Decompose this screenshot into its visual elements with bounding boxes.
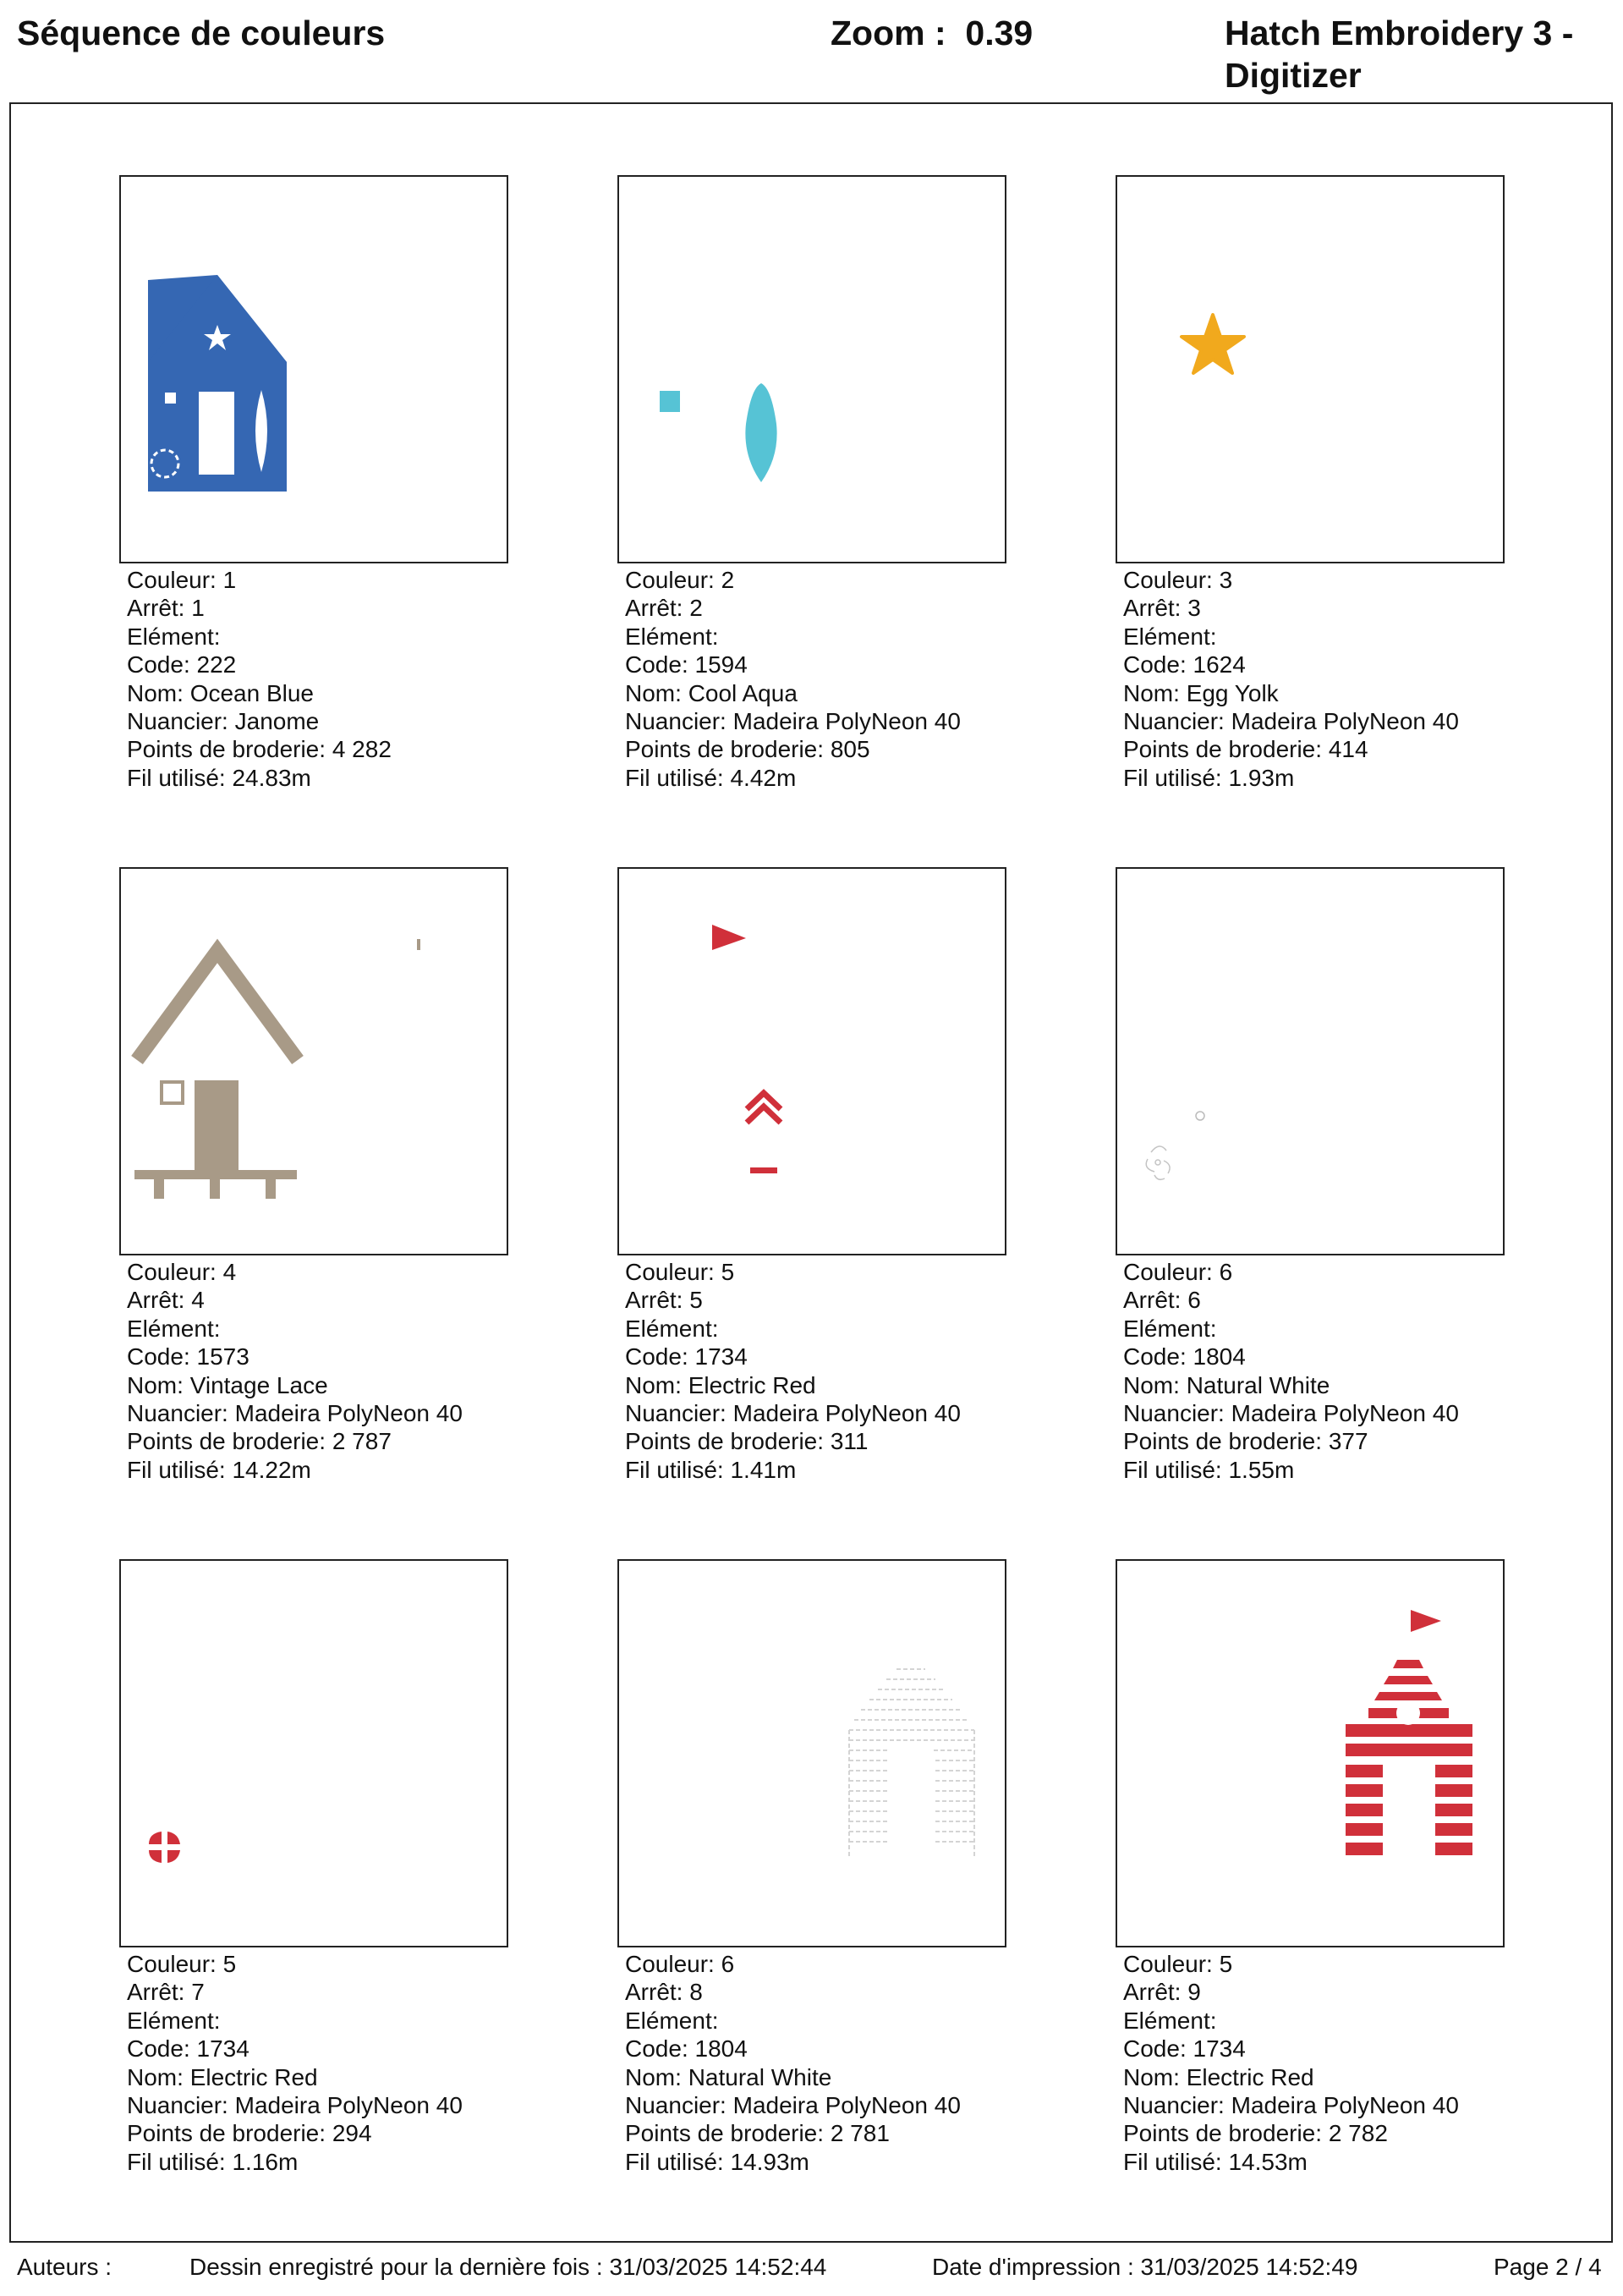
page-title: Séquence de couleurs [17, 14, 386, 52]
nuancier-value: Janome [234, 708, 320, 735]
color-details: Couleur: 2 Arrêt: 2 Elément: Code: 1594 Nom: Cool Aqua Nuancier: Madeira PolyNeon 40 Points de broderie: 805 Fil utilisé: 4.42m [625, 567, 961, 791]
points-value: 4 282 [332, 736, 392, 763]
color-block-5 [617, 867, 1006, 1484]
arret-value: 7 [191, 1979, 205, 2006]
white-striped-hut-preview [619, 1561, 1005, 1946]
last-saved-date: Dessin enregistré pour la dernière fois : 31/03/2025 14:52:44 [189, 2254, 827, 2280]
couleur-value: 4 [222, 1259, 237, 1285]
nuancier-value: Madeira PolyNeon 40 [732, 708, 961, 735]
points-value: 2 787 [332, 1428, 392, 1455]
aqua-surfboard-preview [619, 177, 1005, 562]
design-preview [119, 867, 508, 1255]
arret-value: 5 [689, 1287, 703, 1314]
points-value: 377 [1328, 1428, 1368, 1455]
nom-value: Vintage Lace [189, 1371, 328, 1398]
color-block-3 [1116, 175, 1505, 792]
points-value: 2 781 [830, 2120, 890, 2147]
nom-value: Ocean Blue [189, 679, 315, 706]
couleur-value: 6 [1219, 1259, 1233, 1285]
fil-value: 1.55m [1228, 1456, 1295, 1483]
arret-value: 1 [191, 595, 205, 622]
page-footer [0, 2250, 1623, 2284]
color-details: Couleur: 4 Arrêt: 4 Elément: Code: 1573 Nom: Vintage Lace Nuancier: Madeira PolyNeon 40 Points de broderie: 2 787 Fil utilisé: 14.22m [127, 1259, 463, 1483]
arret-value: 6 [1187, 1287, 1201, 1314]
red-flag-arrows-preview [619, 869, 1005, 1254]
points-value: 311 [830, 1428, 869, 1455]
color-details: Couleur: 3 Arrêt: 3 Elément: Code: 1624 Nom: Egg Yolk Nuancier: Madeira PolyNeon 40 Points de broderie: 414 Fil utilisé: 1.93m [1123, 567, 1459, 791]
design-preview [1116, 1559, 1505, 1947]
color-block-4 [119, 867, 508, 1484]
fil-value: 14.93m [730, 2148, 809, 2175]
color-details: Couleur: 6 Arrêt: 8 Elément: Code: 1804 Nom: Natural White Nuancier: Madeira PolyNeon 40 Points de broderie: 2 781 Fil utilisé: 14.93m [625, 1951, 961, 2175]
points-value: 805 [830, 736, 870, 763]
lace-hut-outline-preview [121, 869, 507, 1254]
nom-value: Electric Red [189, 2063, 318, 2090]
design-preview [119, 175, 508, 563]
nuancier-value: Madeira PolyNeon 40 [1231, 708, 1459, 735]
code-value: 1624 [1193, 651, 1246, 678]
blue-beach-hut-preview [121, 177, 507, 562]
arret-value: 9 [1187, 1979, 1201, 2006]
nuancier-value: Madeira PolyNeon 40 [1231, 2092, 1459, 2119]
color-block-6 [1116, 867, 1505, 1484]
fil-value: 14.53m [1228, 2148, 1308, 2175]
design-preview [1116, 175, 1505, 563]
couleur-value: 1 [222, 567, 237, 593]
authors-label: Auteurs : [17, 2254, 112, 2280]
color-block-8 [617, 1559, 1006, 2176]
code-value: 1804 [1193, 1343, 1246, 1370]
couleur-value: 2 [721, 567, 735, 593]
couleur-value: 5 [721, 1259, 735, 1285]
arret-value: 4 [191, 1287, 205, 1314]
points-value: 414 [1328, 736, 1368, 763]
color-details: Couleur: 1 Arrêt: 1 Elément: Code: 222 Nom: Ocean Blue Nuancier: Janome Points de broderie: 4 282 Fil utilisé: 24.83m [127, 567, 392, 791]
white-details-preview [1117, 869, 1503, 1254]
fil-value: 14.22m [232, 1456, 311, 1483]
nuancier-value: Madeira PolyNeon 40 [732, 1400, 961, 1427]
fil-value: 24.83m [232, 764, 311, 791]
code-value: 1573 [196, 1343, 249, 1370]
nom-value: Cool Aqua [688, 679, 798, 706]
zoom-level: Zoom : 0.39 [831, 14, 1034, 52]
code-value: 1594 [694, 651, 748, 678]
color-sequence-frame [9, 102, 1613, 2243]
nuancier-value: Madeira PolyNeon 40 [234, 1400, 463, 1427]
nom-value: Electric Red [688, 1371, 816, 1398]
nuancier-value: Madeira PolyNeon 40 [1231, 1400, 1459, 1427]
couleur-value: 3 [1219, 567, 1233, 593]
code-value: 1804 [694, 2035, 748, 2063]
fil-value: 1.16m [232, 2148, 299, 2175]
fil-value: 1.41m [730, 1456, 797, 1483]
nom-value: Natural White [1186, 1371, 1330, 1398]
code-value: 1734 [694, 1343, 748, 1370]
design-preview [617, 1559, 1006, 1947]
points-value: 294 [332, 2120, 372, 2147]
fil-value: 1.93m [1228, 764, 1295, 791]
color-details: Couleur: 5 Arrêt: 7 Elément: Code: 1734 Nom: Electric Red Nuancier: Madeira PolyNeon 40 Points de broderie: 294 Fil utilisé: 1.16m [127, 1951, 463, 2175]
application-name: Hatch Embroidery 3 - Digitizer [1225, 14, 1574, 95]
fil-value: 4.42m [730, 764, 797, 791]
arret-value: 2 [689, 595, 703, 622]
design-preview [119, 1559, 508, 1947]
color-block-7 [119, 1559, 508, 2176]
couleur-value: 5 [222, 1951, 237, 1977]
nom-value: Egg Yolk [1186, 679, 1279, 706]
red-lifebuoy-preview [121, 1561, 507, 1946]
code-value: 1734 [1193, 2035, 1246, 2063]
design-preview [1116, 867, 1505, 1255]
color-details: Couleur: 5 Arrêt: 5 Elément: Code: 1734 Nom: Electric Red Nuancier: Madeira PolyNeon 40 Points de broderie: 311 Fil utilisé: 1.41m [625, 1259, 961, 1483]
color-block-2 [617, 175, 1006, 792]
color-details: Couleur: 5 Arrêt: 9 Elément: Code: 1734 Nom: Electric Red Nuancier: Madeira PolyNeon 40 Points de broderie: 2 782 Fil utilisé: 14.53m [1123, 1951, 1459, 2175]
design-preview [617, 175, 1006, 563]
color-block-1 [119, 175, 508, 792]
code-value: 1734 [196, 2035, 249, 2063]
nuancier-value: Madeira PolyNeon 40 [732, 2092, 961, 2119]
design-preview [617, 867, 1006, 1255]
color-details: Couleur: 6 Arrêt: 6 Elément: Code: 1804 Nom: Natural White Nuancier: Madeira PolyNeon 40 Points de broderie: 377 Fil utilisé: 1.55m [1123, 1259, 1459, 1483]
arret-value: 3 [1187, 595, 1201, 622]
nom-value: Electric Red [1186, 2063, 1314, 2090]
page-number: Page 2 / 4 [1494, 2254, 1602, 2280]
nuancier-value: Madeira PolyNeon 40 [234, 2092, 463, 2119]
nom-value: Natural White [688, 2063, 832, 2090]
color-block-9 [1116, 1559, 1505, 2176]
yellow-star-preview [1117, 177, 1503, 562]
couleur-value: 6 [721, 1951, 735, 1977]
couleur-value: 5 [1219, 1951, 1233, 1977]
red-striped-hut-preview [1117, 1561, 1503, 1946]
arret-value: 8 [689, 1979, 703, 2006]
code-value: 222 [196, 651, 237, 678]
print-date: Date d'impression : 31/03/2025 14:52:49 [932, 2254, 1358, 2280]
points-value: 2 782 [1328, 2120, 1388, 2147]
